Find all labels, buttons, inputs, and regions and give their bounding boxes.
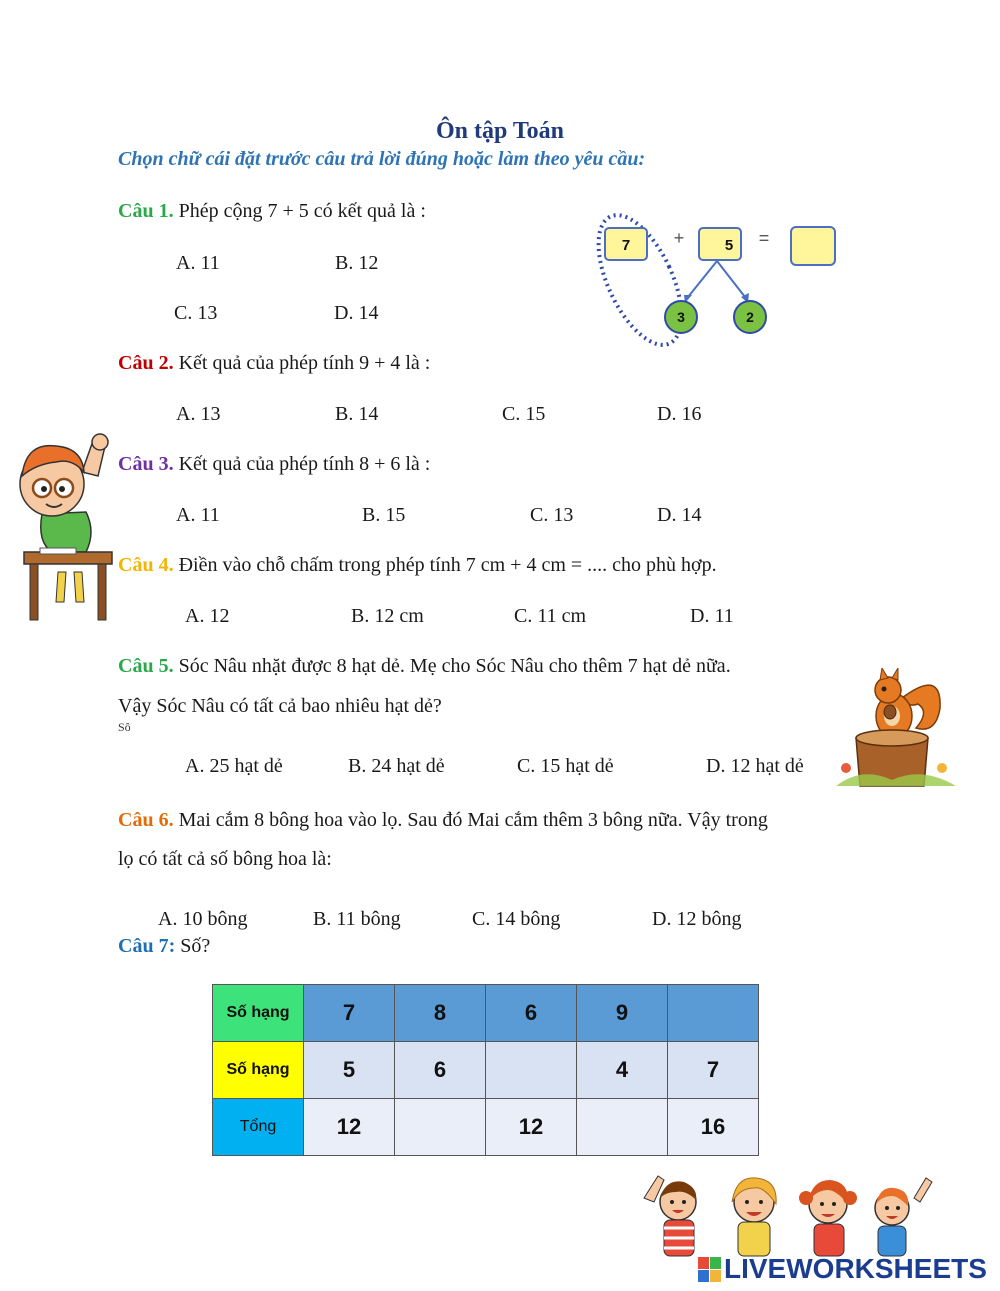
kids-illustration xyxy=(636,1168,936,1264)
blank-answer-cell[interactable] xyxy=(577,1099,668,1156)
question-3-label: Câu 3. xyxy=(118,453,174,475)
table-row-addend-1 xyxy=(213,985,759,1042)
q5-option-a[interactable]: A. 25 hạt dẻ xyxy=(185,755,283,777)
question-2-label: Câu 2. xyxy=(118,352,174,374)
boy-at-desk-illustration xyxy=(12,432,120,624)
question-6-text: Mai cắm 8 bông hoa vào lọ. Sau đó Mai cắm thêm 3 bông nữa. Vậy trong xyxy=(173,809,768,831)
table-cell: 8 xyxy=(395,985,486,1042)
liveworksheets-logo-icon xyxy=(698,1257,722,1283)
q6-option-c[interactable]: C. 14 bông xyxy=(472,908,561,930)
q5-option-c[interactable]: C. 15 hạt dẻ xyxy=(517,755,614,777)
question-3 xyxy=(118,453,430,476)
question-2-text: Kết quả của phép tính 9 + 4 là : xyxy=(173,352,431,374)
question-6-text-line2: lọ có tất cả số bông hoa là: xyxy=(118,848,332,870)
answer-box[interactable] xyxy=(791,227,835,265)
question-6 xyxy=(118,809,768,832)
table-cell: 12 xyxy=(486,1099,577,1156)
question-5-label: Câu 5. xyxy=(118,655,174,677)
table-row-total xyxy=(213,1099,759,1156)
question-4-text: Điền vào chỗ chấm trong phép tính 7 cm + 4 cm = .... cho phù hợp. xyxy=(173,554,717,576)
question-1-text: Phép cộng 7 + 5 có kết quả là : xyxy=(173,200,426,222)
box-b-value: 5 xyxy=(724,237,734,254)
question-5-small-note: Sô xyxy=(118,720,131,734)
question-7 xyxy=(118,935,210,958)
plus-sign: + xyxy=(673,228,685,248)
q1-option-d[interactable]: D. 14 xyxy=(334,302,379,324)
q3-option-b[interactable]: B. 15 xyxy=(362,504,406,526)
addition-split-diagram xyxy=(595,205,845,355)
table-cell: 6 xyxy=(395,1042,486,1099)
squirrel-on-stump-illustration xyxy=(832,668,960,792)
row-header-total: Tổng xyxy=(213,1099,304,1156)
row-header-addend-2: Số hạng xyxy=(213,1042,304,1099)
q2-option-c[interactable]: C. 15 xyxy=(502,403,546,425)
q3-option-d[interactable]: D. 14 xyxy=(657,504,702,526)
row-header-addend-1: Số hạng xyxy=(213,985,304,1042)
q3-option-c[interactable]: C. 13 xyxy=(530,504,574,526)
q3-option-a[interactable]: A. 11 xyxy=(176,504,220,526)
table-cell: 7 xyxy=(304,985,395,1042)
q1-option-c[interactable]: C. 13 xyxy=(174,302,218,324)
instructions: Chọn chữ cái đặt trước câu trả lời đúng hoặc làm theo yêu cầu: xyxy=(118,148,646,170)
blank-answer-cell[interactable] xyxy=(395,1099,486,1156)
q4-option-b[interactable]: B. 12 cm xyxy=(351,605,424,627)
question-4 xyxy=(118,554,717,577)
q4-option-a[interactable]: A. 12 xyxy=(185,605,230,627)
question-4-label: Câu 4. xyxy=(118,554,174,576)
q1-option-a[interactable]: A. 11 xyxy=(176,252,220,274)
question-7-label: Câu 7: xyxy=(118,935,176,957)
q2-option-b[interactable]: B. 14 xyxy=(335,403,379,425)
question-3-text: Kết quả của phép tính 8 + 6 là : xyxy=(173,453,431,475)
question-6-label: Câu 6. xyxy=(118,809,174,831)
q6-option-d[interactable]: D. 12 bông xyxy=(652,908,742,930)
table-cell: 12 xyxy=(304,1099,395,1156)
q6-option-b[interactable]: B. 11 bông xyxy=(313,908,401,930)
table-row-addend-2 xyxy=(213,1042,759,1099)
question-5-text-line2: Vậy Sóc Nâu có tất cả bao nhiêu hạt dẻ? xyxy=(118,695,442,717)
q1-option-b[interactable]: B. 12 xyxy=(335,252,379,274)
blank-answer-cell[interactable] xyxy=(668,985,759,1042)
addition-table xyxy=(212,984,759,1156)
page-title: Ôn tập Toán xyxy=(435,118,565,144)
question-2 xyxy=(118,352,430,375)
question-7-text: Số? xyxy=(175,935,211,957)
equals-sign: = xyxy=(758,228,770,248)
box-a-value: 7 xyxy=(621,237,631,254)
q2-option-a[interactable]: A. 13 xyxy=(176,403,221,425)
table-cell: 9 xyxy=(577,985,668,1042)
question-5-text: Sóc Nâu nhặt được 8 hạt dẻ. Mẹ cho Sóc Nâu cho thêm 7 hạt dẻ nữa. xyxy=(173,655,731,677)
split-line-left xyxy=(688,261,717,297)
split-line-right xyxy=(717,261,745,297)
liveworksheets-logo-text: LIVEWORKSHEETS xyxy=(724,1253,987,1284)
q6-option-a[interactable]: A. 10 bông xyxy=(158,908,248,930)
blank-answer-cell[interactable] xyxy=(486,1042,577,1099)
box-b xyxy=(699,228,741,260)
q5-option-b[interactable]: B. 24 hạt dẻ xyxy=(348,755,445,777)
circle-2-value: 2 xyxy=(746,309,754,325)
question-5 xyxy=(118,655,731,678)
question-1 xyxy=(118,200,426,223)
q4-option-c[interactable]: C. 11 cm xyxy=(514,605,587,627)
table-cell: 4 xyxy=(577,1042,668,1099)
q5-option-d[interactable]: D. 12 hạt dẻ xyxy=(706,755,804,777)
q4-option-d[interactable]: D. 11 xyxy=(690,605,734,627)
table-cell: 16 xyxy=(668,1099,759,1156)
question-1-label: Câu 1. xyxy=(118,200,174,222)
table-cell: 6 xyxy=(486,985,577,1042)
table-cell: 7 xyxy=(668,1042,759,1099)
circle-3-value: 3 xyxy=(677,309,685,325)
q2-option-d[interactable]: D. 16 xyxy=(657,403,702,425)
table-cell: 5 xyxy=(304,1042,395,1099)
